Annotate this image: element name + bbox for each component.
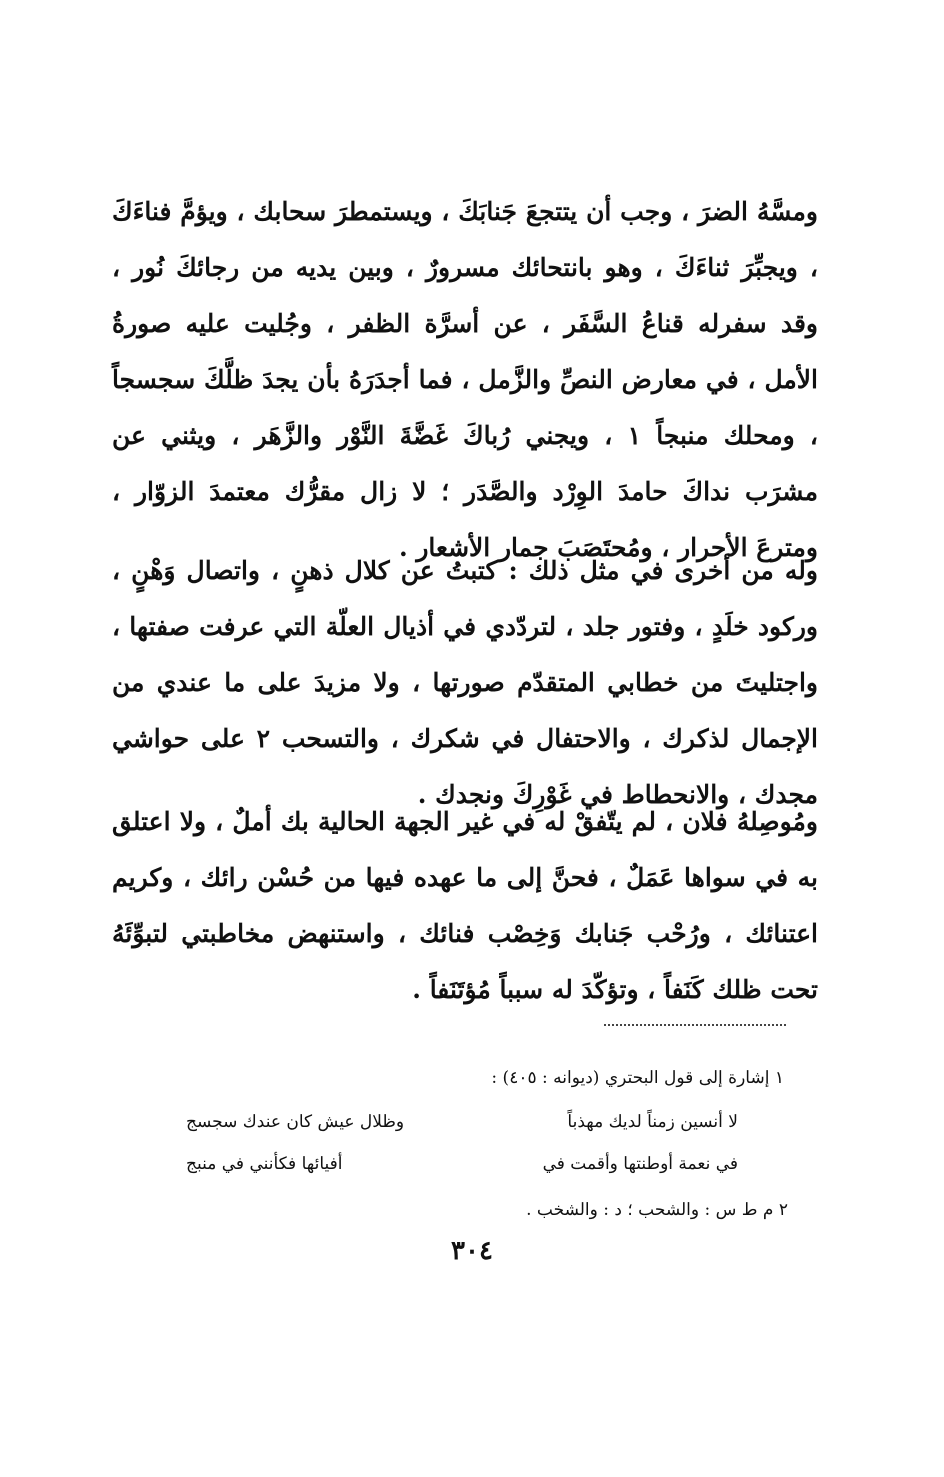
verse-line-2 (186, 1152, 738, 1176)
paragraph-1: ومسَّهُ الضرَ ، وجب أن يتتجعَ جَنابَكَ ، ويستمطرَ سحابك ، ويؤمَّ فناءَكَ ، ويجبِّرَ ثناءَكَ ، وهو بانتحائك مسرورٌ ، وبين يديه من رجائكَ نُور ، وقد سفرله قناعُ السَّفَر ، عن أسرَّة الظفر ، وجُليت عليه صورةُ الأمل ، في معارض النصِّ والزَّمل ، فما أجدَرَهُ بأن يجدَ ظلَّكَ سجسجاً ، ومحلك منبجاً ١ ، ويجني رُباكَ غَضَّةَ النَّوْر والزَّهَر ، ويثني عن مشرَب نداكَ حامدَ الوِرْد والصَّدَر ؛ لا زال مقرُّك معتمدَ الزوّار ، ومترعَ الأحرار ، ومُحتَصَبَ جمار الأشعار . (112, 197, 818, 562)
verse-line-1 (186, 1110, 738, 1134)
page-number: ٣٠٤ (451, 1236, 493, 1266)
verse-2-first-hemistich: في نعمة أوطنتها وأقمت في (542, 1154, 738, 1174)
footnote-divider (604, 1024, 786, 1026)
verse-2-second-hemistich: أفيائها فكأنني في منبج (186, 1154, 343, 1174)
verse-1-first-hemistich: لا أنسين زمناً لديك مهذباً (567, 1112, 738, 1132)
paragraph-2: وله من أخرى في مثل ذلك : كتبتُ عن كلال ذهنٍ ، واتصال وَهْنٍ ، وركود خلَدٍ ، وفتور جلد ، لتردّدي في أذيال العلّة التي عرفت صفتها ، واجتليتَ من خطابي المتقدّم صورتها ، ولا مزيدَ على ما عندي من الإجمال لذكرك ، والاحتفال في شكرك ، والتسحب ٢ على حواشي مجدك ، والانحطاط في غَوْرِكَ ونجدك . (112, 556, 818, 809)
footnote-1: ١ إشارة إلى قول البحتري (ديوانه : ٤٠٥) : (491, 1068, 784, 1088)
footnote-2: ٢ م ط س : والشحب ؛ د : والشخب . (526, 1200, 788, 1220)
paragraph-3: ومُوصِلهُ فلان ، لم يتّفقْ له في غير الجهة الحالية بك أملٌ ، ولا اعتلق به في سواها عَمَلٌ ، فحنَّ إلى ما عهده فيها من حُسْن رائك ، وكريم اعتنائك ، ورُحْب جَنابك وَخِصْب فنائك ، واستنهض مخاطبتي لتبوِّئَهُ تحت ظلك كَنَفاً ، وتؤكّدَ له سبباً مُؤتَنَفاً . (112, 807, 818, 1004)
verse-1-second-hemistich: وظلال عيش كان عندك سجسج (186, 1112, 405, 1132)
